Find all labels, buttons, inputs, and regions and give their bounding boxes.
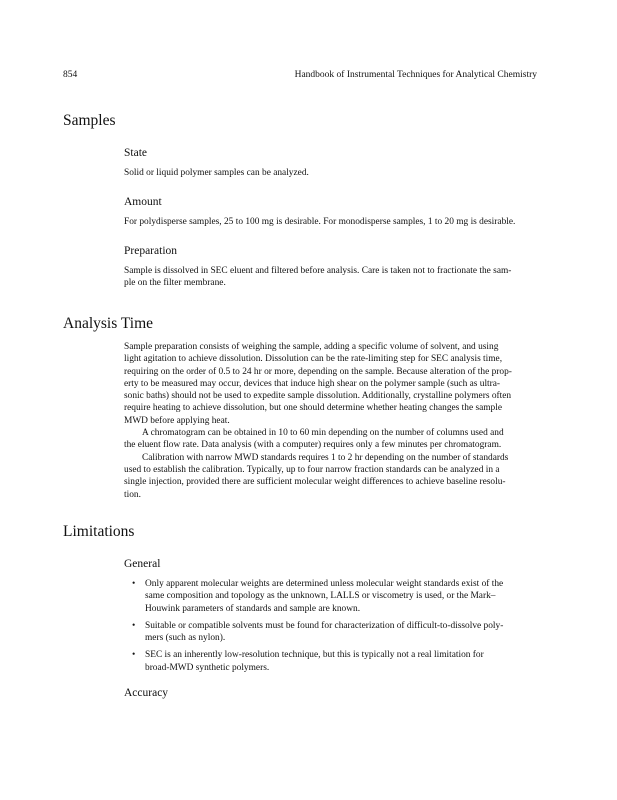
text-line: requiring on the order of 0.5 to 24 hr or more, depending on the sample. Because alteration of the prop- xyxy=(124,366,512,377)
preparation-line: ple on the filter membrane. xyxy=(124,278,226,289)
text-line: Houwink parameters of standards and sample are known. xyxy=(145,603,361,614)
analysis-paragraph xyxy=(124,341,538,427)
text-line: require heating to achieve dissolution, but one should determine whether heating changes the sample xyxy=(124,403,503,414)
text-line: Suitable or compatible solvents must be found for characterization of difficult-to-dissolve poly- xyxy=(145,620,504,631)
text-line: mers (such as nylon). xyxy=(145,633,226,644)
subhead-accuracy: Accuracy xyxy=(124,687,169,699)
bullet-marker: • xyxy=(132,650,136,661)
text-line: sonic baths) should not be used to expedite sample dissolution. Additionally, crystalline polymers often xyxy=(124,391,512,402)
text-line: single injection, provided there are sufficient molecular weight differences to achieve baseline resolu- xyxy=(124,477,506,488)
running-head xyxy=(63,70,537,80)
text-line: A chromatogram can be obtained in 10 to 60 min depending on the number of columns used and xyxy=(142,428,504,439)
page-number: 854 xyxy=(63,70,78,80)
text-line: same composition and topology as the unknown, LALLS or viscometry is used, or the Mark– xyxy=(145,591,496,602)
text-line: used to establish the calibration. Typically, up to four narrow fraction standards can be analyzed in a xyxy=(124,464,500,475)
section-title-analysis-time: Analysis Time xyxy=(63,315,154,332)
list-item xyxy=(124,649,538,674)
list-item xyxy=(124,620,538,645)
text-line: SEC is an inherently low-resolution technique, but this is typically not a real limitation for xyxy=(145,650,484,661)
state-text: Solid or liquid polymer samples can be analyzed. xyxy=(124,168,309,178)
analysis-time-body xyxy=(124,341,538,501)
list-item xyxy=(124,578,538,615)
preparation-text xyxy=(124,265,538,290)
text-line: light agitation to achieve dissolution. Dissolution can be the rate-limiting step for SEC analysis time, xyxy=(124,354,503,365)
text-line: erty to be measured may occur, devices that induce high shear on the polymer sample (such as ultra- xyxy=(124,378,501,389)
section-title-samples: Samples xyxy=(63,112,116,129)
text-line: tion. xyxy=(124,489,141,500)
amount-text: For polydisperse samples, 25 to 100 mg is desirable. For monodisperse samples, 1 to 20 mg is desirable. xyxy=(124,217,516,227)
subhead-preparation: Preparation xyxy=(124,245,178,257)
subhead-state: State xyxy=(124,147,147,159)
analysis-paragraph xyxy=(124,452,538,501)
subhead-amount: Amount xyxy=(124,196,162,208)
text-line: MWD before applying heat. xyxy=(124,415,230,426)
bullet-marker: • xyxy=(132,620,136,631)
text-line: Calibration with narrow MWD standards requires 1 to 2 hr depending on the number of standards xyxy=(142,452,509,463)
text-line: Sample preparation consists of weighing the sample, adding a specific volume of solvent, and using xyxy=(124,342,499,352)
subhead-general: General xyxy=(124,558,161,570)
text-line: broad-MWD synthetic polymers. xyxy=(145,662,270,673)
text-line: the eluent flow rate. Data analysis (with a computer) requires only a few minutes per chromatogram. xyxy=(124,440,502,451)
text-line: Only apparent molecular weights are determined unless molecular weight standards exist of the xyxy=(145,579,504,589)
analysis-paragraph xyxy=(124,427,538,452)
preparation-line: Sample is dissolved in SEC eluent and filtered before analysis. Care is taken not to fractionate the sam- xyxy=(124,266,512,276)
limitations-list xyxy=(124,578,538,679)
running-title: Handbook of Instrumental Techniques for Analytical Chemistry xyxy=(294,70,537,80)
bullet-marker: • xyxy=(132,579,136,589)
section-title-limitations: Limitations xyxy=(63,523,135,540)
